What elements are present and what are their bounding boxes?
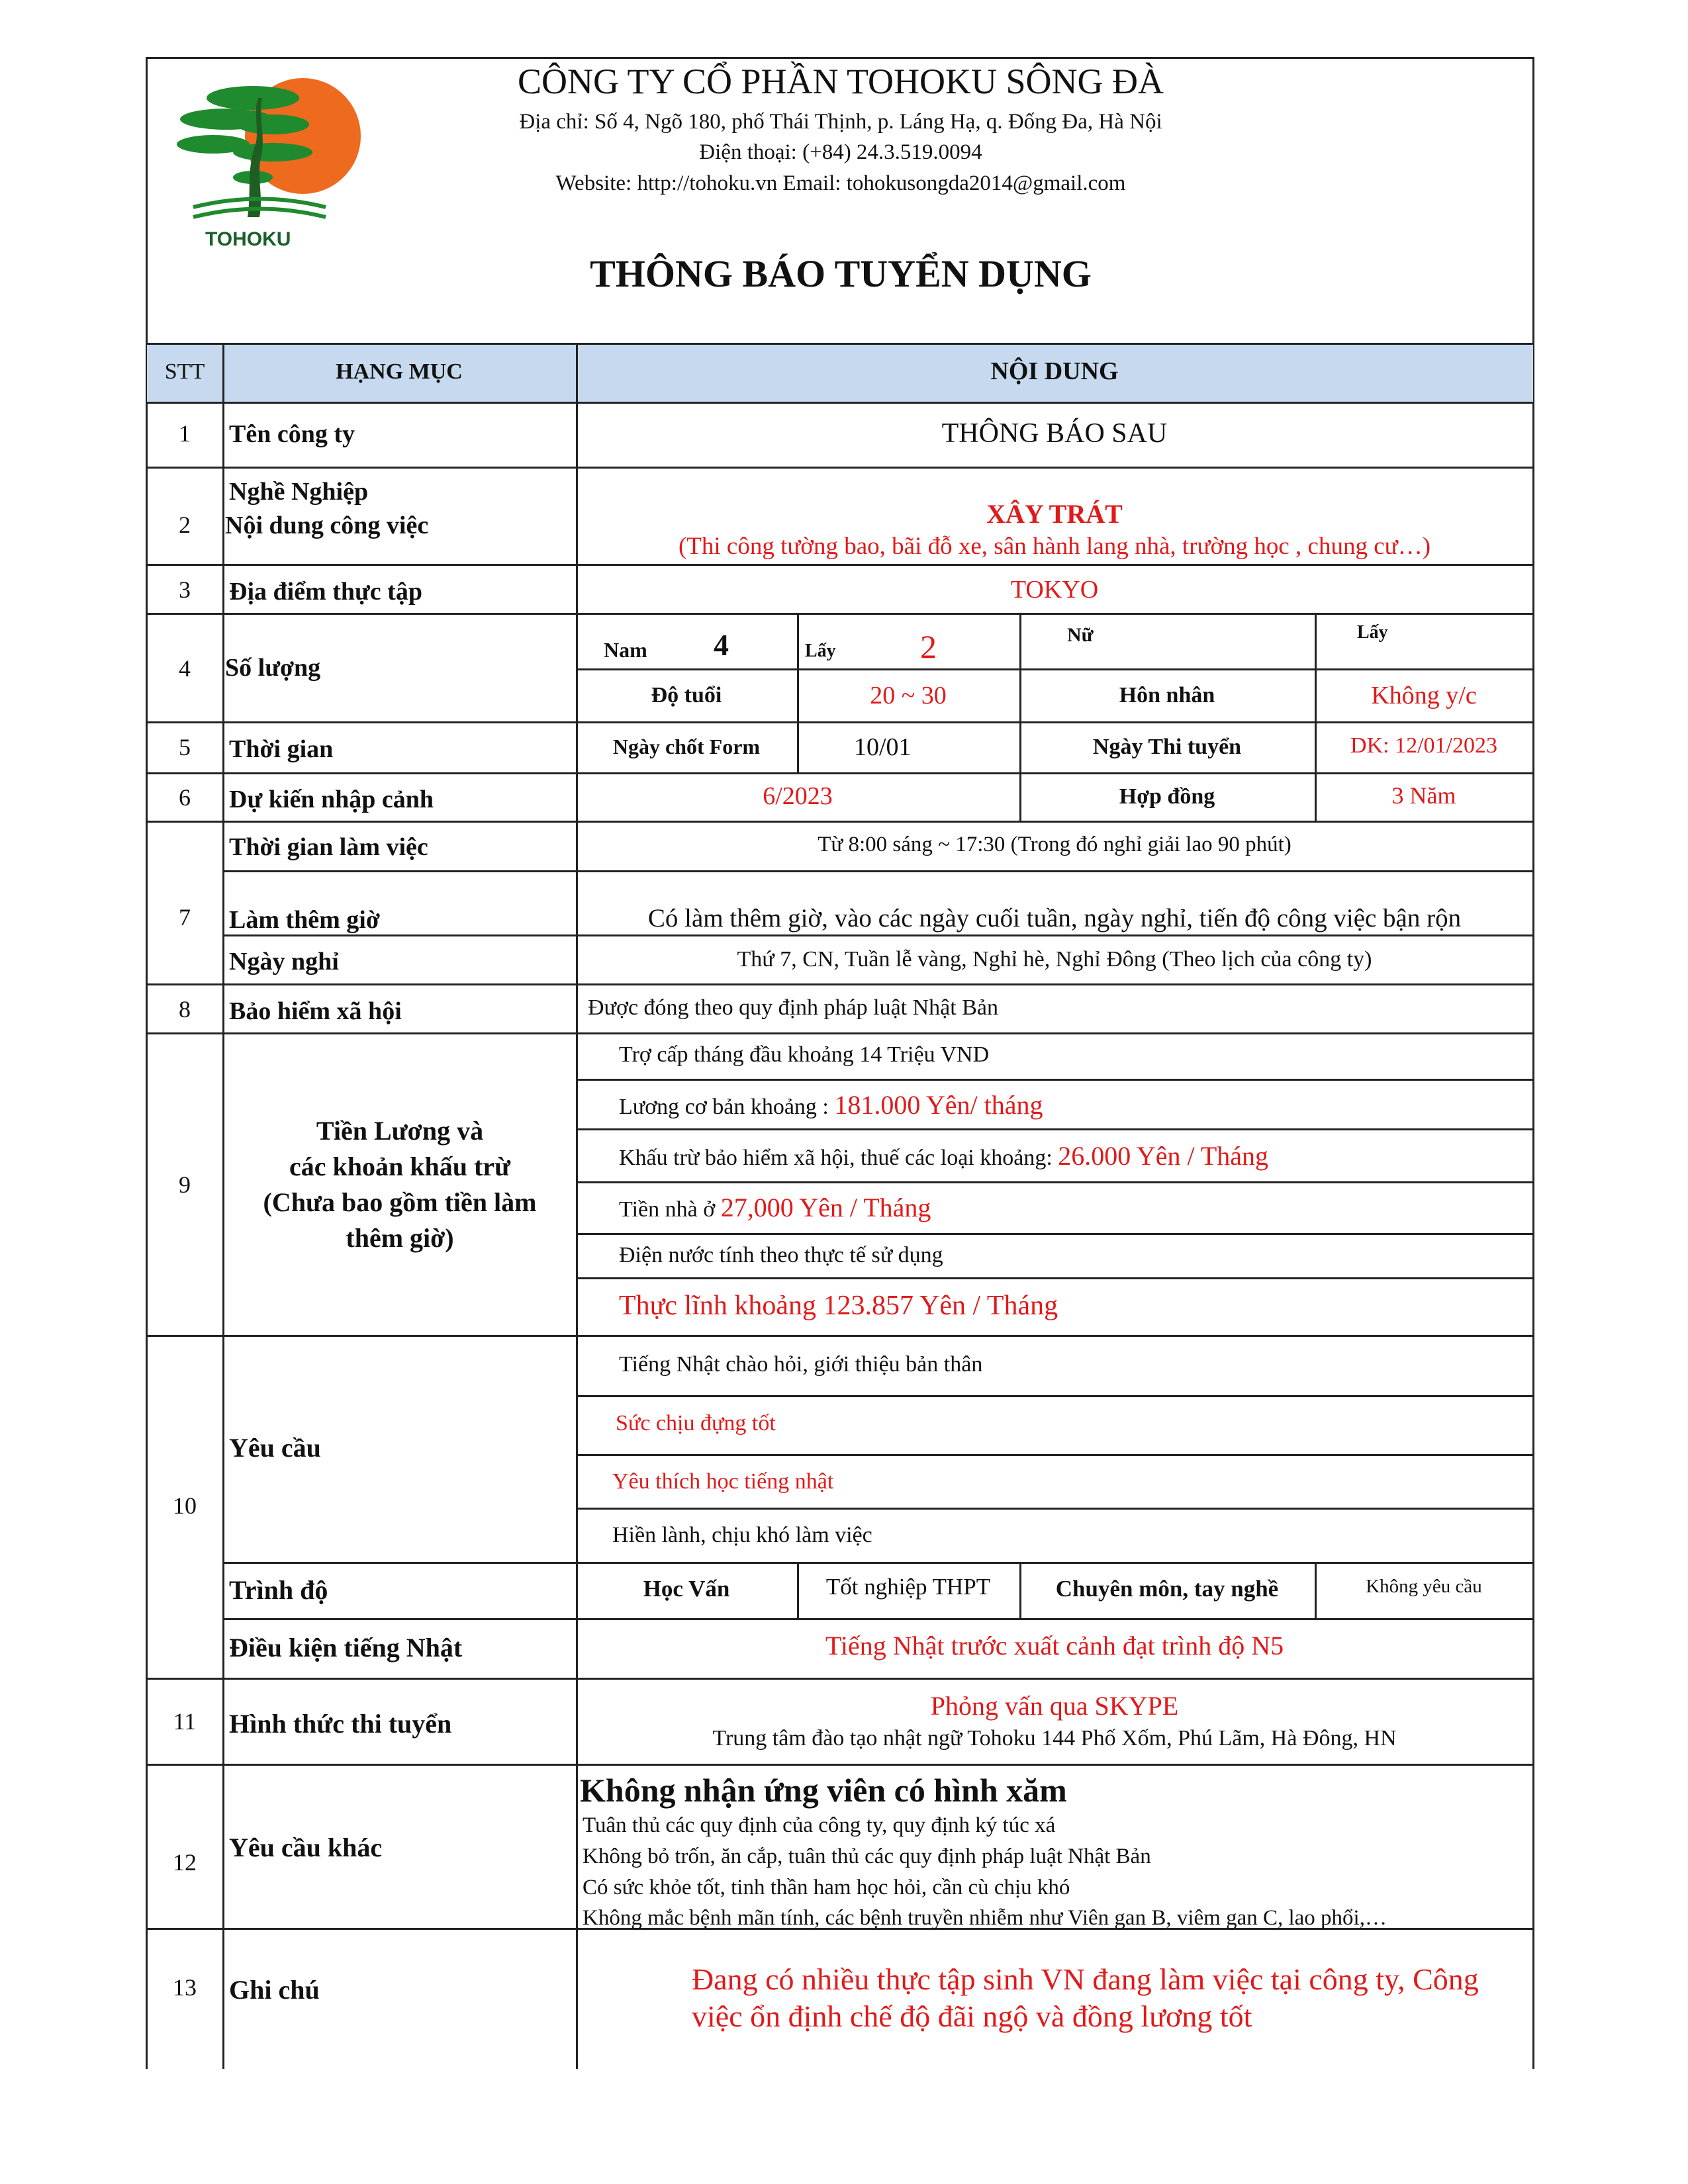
other-requirement-item: Tuân thủ các quy định của công ty, quy định ký túc xá [583, 1813, 1056, 1837]
row-number: 6 [179, 784, 191, 811]
female-label: Nữ [1067, 624, 1094, 646]
net-salary: Thực lĩnh khoảng 123.857 Yên / Tháng [619, 1291, 1058, 1321]
row-label: Tiền Lương và [316, 1116, 484, 1146]
row-number: 12 [173, 1849, 197, 1876]
company-name-value: THÔNG BÁO SAU [941, 418, 1168, 449]
row-label: thêm giờ) [346, 1223, 454, 1253]
age-label: Độ tuổi [651, 683, 722, 707]
row-label: Tên công ty [229, 420, 355, 448]
row-label: Nghề Nghiệp [229, 478, 369, 506]
salary-line: Điện nước tính theo thực tế sử dụng [619, 1243, 943, 1267]
male-label: Nam [604, 638, 647, 662]
other-requirement-item: Không bỏ trốn, ăn cắp, tuân thủ các quy định pháp luật Nhật Bản [583, 1844, 1151, 1868]
marital-label: Hôn nhân [1119, 683, 1215, 707]
row-number: 1 [179, 420, 191, 447]
japanese-requirement: Tiếng Nhật trước xuất cảnh đạt trình độ N5 [825, 1631, 1284, 1661]
female-take-label: Lấy [1357, 622, 1388, 643]
page-title: THÔNG BÁO TUYỂN DỤNG [590, 252, 1092, 295]
skill-label: Chuyên môn, tay nghề [1055, 1576, 1279, 1602]
location-value: TOKYO [1010, 576, 1099, 604]
marital-value: Không y/c [1371, 682, 1477, 709]
job-title: XÂY TRÁT [986, 499, 1123, 529]
other-requirement-main: Không nhận ứng viên có hình xăm [580, 1772, 1067, 1809]
education-value: Tốt nghiệp THPT [825, 1574, 991, 1600]
salary-line: Tiền nhà ở 27,000 Yên / Tháng [619, 1193, 931, 1222]
age-value: 20 ~ 30 [870, 682, 947, 709]
row-label: Thời gian [229, 735, 334, 763]
row-number: 8 [179, 996, 191, 1023]
logo-text: TOHOKU [205, 228, 291, 250]
row-number: 13 [173, 1974, 197, 2001]
form-date-label: Ngày chốt Form [612, 735, 761, 758]
row-label: Thời gian làm việc [229, 833, 428, 861]
salary-line: Trợ cấp tháng đầu khoảng 14 Triệu VND [619, 1042, 990, 1067]
contract-value: 3 Năm [1391, 782, 1456, 809]
take-count: 2 [920, 628, 937, 665]
row-label: các khoản khấu trừ [289, 1152, 511, 1181]
row-number: 4 [179, 655, 191, 682]
take-label: Lấy [805, 641, 836, 661]
row-number: 5 [179, 734, 191, 760]
row-label: Địa điểm thực tập [229, 578, 422, 606]
row-label: Ngày nghỉ [229, 948, 339, 976]
insurance-value: Được đóng theo quy định pháp luật Nhật Bản [588, 995, 998, 1020]
row-label: (Chưa bao gồm tiền làm [263, 1187, 537, 1217]
row-label: Điều kiện tiếng Nhật [229, 1633, 463, 1662]
exam-date-label: Ngày Thi tuyển [1092, 735, 1242, 759]
row-label: Yêu cầu [229, 1433, 321, 1463]
company-address: Địa chỉ: Số 4, Ngõ 180, phố Thái Thịnh, p. Láng Hạ, q. Đống Đa, Hà Nội [519, 110, 1162, 134]
note-line: Đang có nhiều thực tập sinh VN đang làm việc tại công ty, Công [692, 1962, 1479, 1996]
row-label: Yêu cầu khác [229, 1833, 383, 1862]
row-number: 10 [173, 1492, 197, 1519]
requirement-item: Tiếng Nhật chào hỏi, giới thiệu bản thân [619, 1352, 983, 1377]
column-header-category: HẠNG MỤC [336, 359, 463, 384]
row-number: 7 [179, 904, 191, 931]
education-label: Học Vấn [643, 1576, 730, 1602]
row-label: Làm thêm giờ [229, 906, 380, 934]
requirement-item: Hiền lành, chịu khó làm việc [612, 1523, 872, 1547]
row-number: 9 [179, 1171, 191, 1198]
column-header-stt: STT [164, 359, 205, 384]
exam-method: Phỏng vấn qua SKYPE [930, 1691, 1179, 1721]
note-line: việc ổn định chế độ đãi ngộ và đồng lương tốt [692, 1999, 1252, 2033]
column-header-content: NỘI DUNG [990, 357, 1119, 385]
form-date-value: 10/01 [854, 733, 912, 761]
skill-value: Không yêu cầu [1366, 1576, 1482, 1597]
salary-line: Lương cơ bản khoảng : 181.000 Yên/ tháng [619, 1090, 1043, 1120]
row-label: Hình thức thi tuyển [229, 1709, 452, 1739]
row-label: Trình độ [229, 1575, 328, 1605]
company-phone: Điện thoại: (+84) 24.3.519.0094 [699, 140, 982, 164]
male-count: 4 [714, 628, 729, 662]
pine-tree-icon [173, 78, 346, 230]
entry-date-value: 6/2023 [763, 782, 833, 810]
row-number: 3 [179, 576, 191, 603]
requirement-item: Yêu thích học tiếng nhật [612, 1469, 834, 1494]
row-label: Dự kiến nhập cảnh [229, 786, 434, 813]
requirement-item: Sức chịu đựng tốt [616, 1411, 776, 1435]
contract-label: Hợp đồng [1119, 784, 1215, 809]
salary-line: Khấu trừ bảo hiểm xã hội, thuế các loại khoảng: 26.000 Yên / Tháng [619, 1141, 1269, 1171]
overtime-value: Có làm thêm giờ, vào các ngày cuối tuần, ngày nghỉ, tiến độ công việc bận rộn [647, 904, 1462, 933]
row-label: Bảo hiểm xã hội [229, 997, 402, 1025]
company-name: CÔNG TY CỔ PHẦN TOHOKU SÔNG ĐÀ [517, 62, 1164, 101]
row-label: Số lượng [225, 654, 321, 682]
other-requirement-item: Có sức khỏe tốt, tinh thần ham học hỏi, cần cù chịu khó [583, 1876, 1070, 1899]
row-number: 2 [179, 512, 191, 538]
row-number: 11 [173, 1708, 197, 1735]
row-label: Nội dung công việc [225, 512, 429, 539]
holidays-value: Thứ 7, CN, Tuần lễ vàng, Nghỉ hè, Nghỉ Đông (Theo lịch của công ty) [737, 947, 1372, 972]
other-requirement-item: Không mắc bệnh mãn tính, các bệnh truyền nhiễm như Viên gan B, viêm gan C, lao phổi,… [583, 1906, 1387, 1930]
exam-date-value: DK: 12/01/2023 [1350, 733, 1497, 758]
exam-location: Trung tâm đào tạo nhật ngữ Tohoku 144 Phố Xốm, Phú Lãm, Hà Đông, HN [712, 1726, 1397, 1751]
work-hours-value: Từ 8:00 sáng ~ 17:30 (Trong đó nghỉ giải lao 90 phút) [818, 833, 1291, 856]
row-label: Ghi chú [229, 1975, 320, 2005]
job-detail: (Thi công tường bao, bãi đỗ xe, sân hành lang nhà, trường học , chung cư…) [678, 533, 1431, 560]
company-website: Website: http://tohoku.vn Email: tohokusongda2014@gmail.com [555, 171, 1126, 195]
